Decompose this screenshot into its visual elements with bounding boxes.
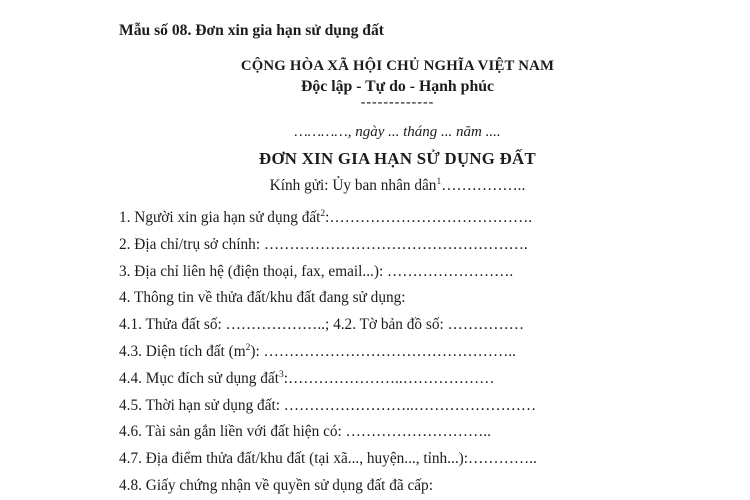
form-line-4-7 — [119, 446, 676, 473]
footnote-ref-1: 1 — [436, 176, 442, 187]
form-line-3 — [119, 259, 676, 286]
form-line-4-4 — [119, 366, 676, 393]
form-line-4-6 — [119, 419, 676, 446]
salutation-dots: …………….. — [441, 177, 526, 194]
salutation-text: Kính gửi: Ủy ban nhân dân — [269, 177, 437, 194]
form-line-4-5 — [119, 393, 676, 420]
line-dots: ): ………………………………………….. — [250, 342, 516, 360]
form-line-4-3 — [119, 339, 676, 366]
form-number-label: Mẫu số 08. Đơn xin gia hạn sử dụng đất — [119, 22, 384, 39]
line-text: 4.1. Thửa đất số: ………………..; 4.2. Tờ bản đồ số: …………… — [119, 316, 525, 334]
line-text: 3. Địa chỉ liên hệ (điện thoại, fax, email...): ……………………. — [119, 262, 514, 280]
divider-dashes: ------------- — [360, 95, 435, 110]
form-line-4 — [119, 285, 676, 312]
line-text: 4.5. Thời hạn sử dụng đất: ……………………..…………………… — [119, 396, 537, 414]
line-text: 4.6. Tài sản gắn liền với đất hiện có: ……………………….. — [119, 423, 491, 441]
form-line-1 — [119, 205, 676, 232]
footnote-ref-2: 2 — [320, 208, 326, 219]
line-text: 4. Thông tin về thửa đất/khu đất đang sử dụng: — [119, 289, 406, 307]
footnote-ref-3: 3 — [278, 369, 284, 380]
line-text: 4.3. Diện tích đất (m — [119, 342, 246, 360]
form-body — [119, 205, 676, 500]
line-text: 4.8. Giấy chứng nhận về quyền sử dụng đất đã cấp: — [119, 476, 433, 494]
document-title: ĐƠN XIN GIA HẠN SỬ DỤNG ĐẤT — [259, 149, 536, 168]
line-dots: :…………………………………. — [325, 209, 533, 226]
superscript-m2: 2 — [245, 342, 251, 353]
form-line-4-1 — [119, 312, 676, 339]
line-text: 4.4. Mục đích sử dụng đất — [119, 369, 279, 387]
document-header-block — [119, 56, 676, 197]
line-dots: :…………………..……………… — [283, 369, 495, 387]
document-content — [119, 21, 676, 500]
national-motto-line2: Độc lập - Tự do - Hạnh phúc — [300, 78, 495, 95]
form-line-2 — [119, 232, 676, 259]
date-place-line: …………, ngày ... tháng ... năm .... — [294, 124, 501, 140]
line-text: 2. Địa chỉ/trụ sở chính: ……………………………………………. — [119, 235, 528, 253]
line-text: 4.7. Địa điểm thửa đất/khu đất (tại xã..., huyện..., tỉnh...):………….. — [119, 450, 537, 468]
salutation-line — [119, 175, 676, 197]
form-line-4-8 — [119, 473, 676, 500]
national-motto-line1: CỘNG HÒA XÃ HỘI CHỦ NGHĨA VIỆT NAM — [240, 58, 555, 74]
line-text: 1. Người xin gia hạn sử dụng đất — [119, 209, 321, 226]
